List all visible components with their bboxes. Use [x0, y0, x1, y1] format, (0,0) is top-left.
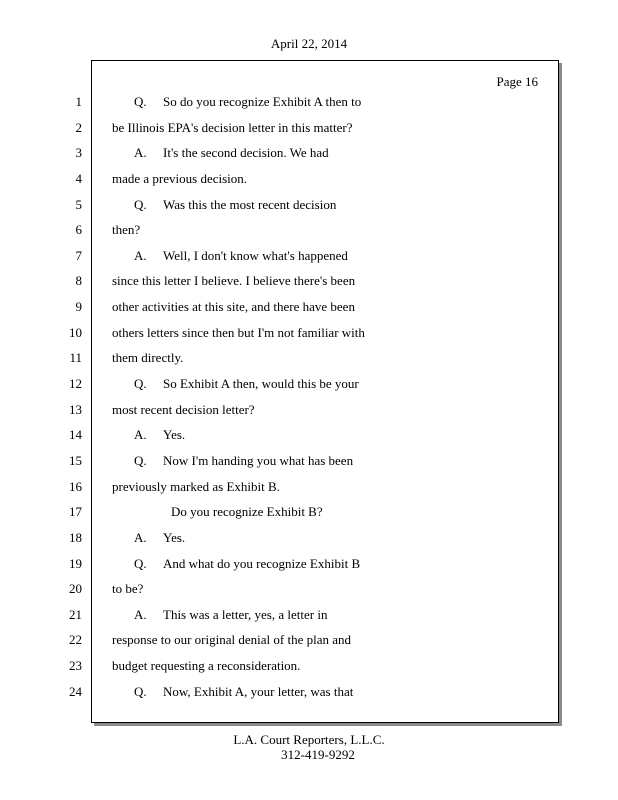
- speaker-label: A.: [134, 606, 147, 622]
- line-number: 24: [69, 683, 82, 699]
- line-text: them directly.: [112, 350, 184, 366]
- line-text: Now I'm handing you what has been: [163, 452, 354, 468]
- line-number: 14: [69, 427, 82, 443]
- transcript-line: [112, 479, 552, 505]
- line-text: And what do you recognize Exhibit B: [163, 555, 361, 571]
- speaker-label: Q.: [134, 94, 147, 109]
- line-text: Now, Exhibit A, your letter, was that: [163, 683, 354, 699]
- transcript-line: [112, 299, 552, 325]
- transcript-line: [112, 504, 552, 530]
- line-text: So Exhibit A then, would this be your: [163, 376, 359, 392]
- line-text: response to our original denial of the plan and: [112, 632, 351, 648]
- line-number: 7: [75, 247, 82, 263]
- line-number-column: [60, 94, 82, 709]
- transcript-line: [112, 581, 552, 607]
- line-text: Do you recognize Exhibit B?: [171, 504, 323, 520]
- line-number: 5: [75, 196, 82, 212]
- line-text: budget requesting a reconsideration.: [112, 658, 301, 674]
- speaker-label: Q.: [134, 452, 147, 468]
- line-text: others letters since then but I'm not familiar with: [112, 324, 365, 340]
- line-text: So do you recognize Exhibit A then to: [163, 94, 362, 109]
- line-text: made a previous decision.: [112, 170, 248, 186]
- transcript-line: [112, 556, 552, 582]
- speaker-label: Q.: [134, 376, 147, 392]
- transcript-body: [112, 94, 552, 709]
- line-text: Was this the most recent decision: [163, 196, 337, 212]
- transcript-line: [112, 530, 552, 556]
- line-number: 21: [69, 606, 82, 622]
- line-text: This was a letter, yes, a letter in: [163, 606, 328, 622]
- line-number: 9: [75, 299, 82, 315]
- line-text: It's the second decision. We had: [163, 145, 329, 161]
- speaker-label: Q.: [134, 555, 147, 571]
- line-number: 18: [69, 529, 82, 545]
- line-text: other activities at this site, and there have been: [112, 299, 355, 315]
- transcript-line: [112, 376, 552, 402]
- line-number: 12: [69, 376, 82, 392]
- transcript-line: [112, 120, 552, 146]
- line-number: 16: [69, 478, 82, 494]
- transcript-line: [112, 325, 552, 351]
- transcript-line: [112, 632, 552, 658]
- footer-phone: 312-419-9292: [281, 747, 355, 762]
- speaker-label: A.: [134, 247, 147, 263]
- transcript-line: [112, 171, 552, 197]
- line-number: 19: [69, 555, 82, 571]
- transcript-line: [112, 145, 552, 171]
- transcript-line: [112, 94, 552, 120]
- transcript-line: [112, 607, 552, 633]
- line-number: 17: [69, 504, 82, 520]
- line-text: Yes.: [163, 529, 186, 545]
- transcript-line: [112, 453, 552, 479]
- transcript-line: [112, 684, 552, 710]
- line-number: 11: [69, 350, 82, 366]
- line-text: most recent decision letter?: [112, 401, 255, 417]
- line-text: Yes.: [163, 427, 186, 443]
- line-text: to be?: [112, 581, 144, 597]
- line-text: since this letter I believe. I believe there's been: [112, 273, 356, 289]
- page-number: Page 16: [496, 74, 538, 89]
- transcript-line: [112, 222, 552, 248]
- line-number: 3: [75, 145, 82, 161]
- line-number: 23: [69, 658, 82, 674]
- speaker-label: A.: [134, 529, 147, 545]
- line-number: 8: [75, 273, 82, 289]
- header-date: April 22, 2014: [270, 36, 348, 51]
- speaker-label: A.: [134, 427, 147, 443]
- line-text: previously marked as Exhibit B.: [112, 478, 280, 494]
- line-number: 2: [75, 119, 82, 135]
- line-number: 10: [69, 324, 82, 340]
- speaker-label: Q.: [134, 196, 147, 212]
- line-number: 13: [69, 401, 82, 417]
- line-number: 22: [69, 632, 82, 648]
- transcript-line: [112, 658, 552, 684]
- line-number: 4: [75, 170, 82, 186]
- transcript-line: [112, 273, 552, 299]
- transcript-line: [112, 197, 552, 223]
- line-text: Well, I don't know what's happened: [163, 247, 348, 263]
- transcript-line: [112, 350, 552, 376]
- line-number: 1: [75, 94, 82, 109]
- speaker-label: A.: [134, 145, 147, 161]
- line-number: 20: [69, 581, 82, 597]
- speaker-label: Q.: [134, 683, 147, 699]
- transcript-line: [112, 248, 552, 274]
- line-number: 15: [69, 452, 82, 468]
- transcript-line: [112, 402, 552, 428]
- transcript-line: [112, 427, 552, 453]
- line-number: 6: [75, 222, 82, 238]
- line-text: then?: [112, 222, 141, 238]
- line-text: be Illinois EPA's decision letter in this matter?: [112, 119, 353, 135]
- footer-company: L.A. Court Reporters, L.L.C.: [233, 732, 385, 747]
